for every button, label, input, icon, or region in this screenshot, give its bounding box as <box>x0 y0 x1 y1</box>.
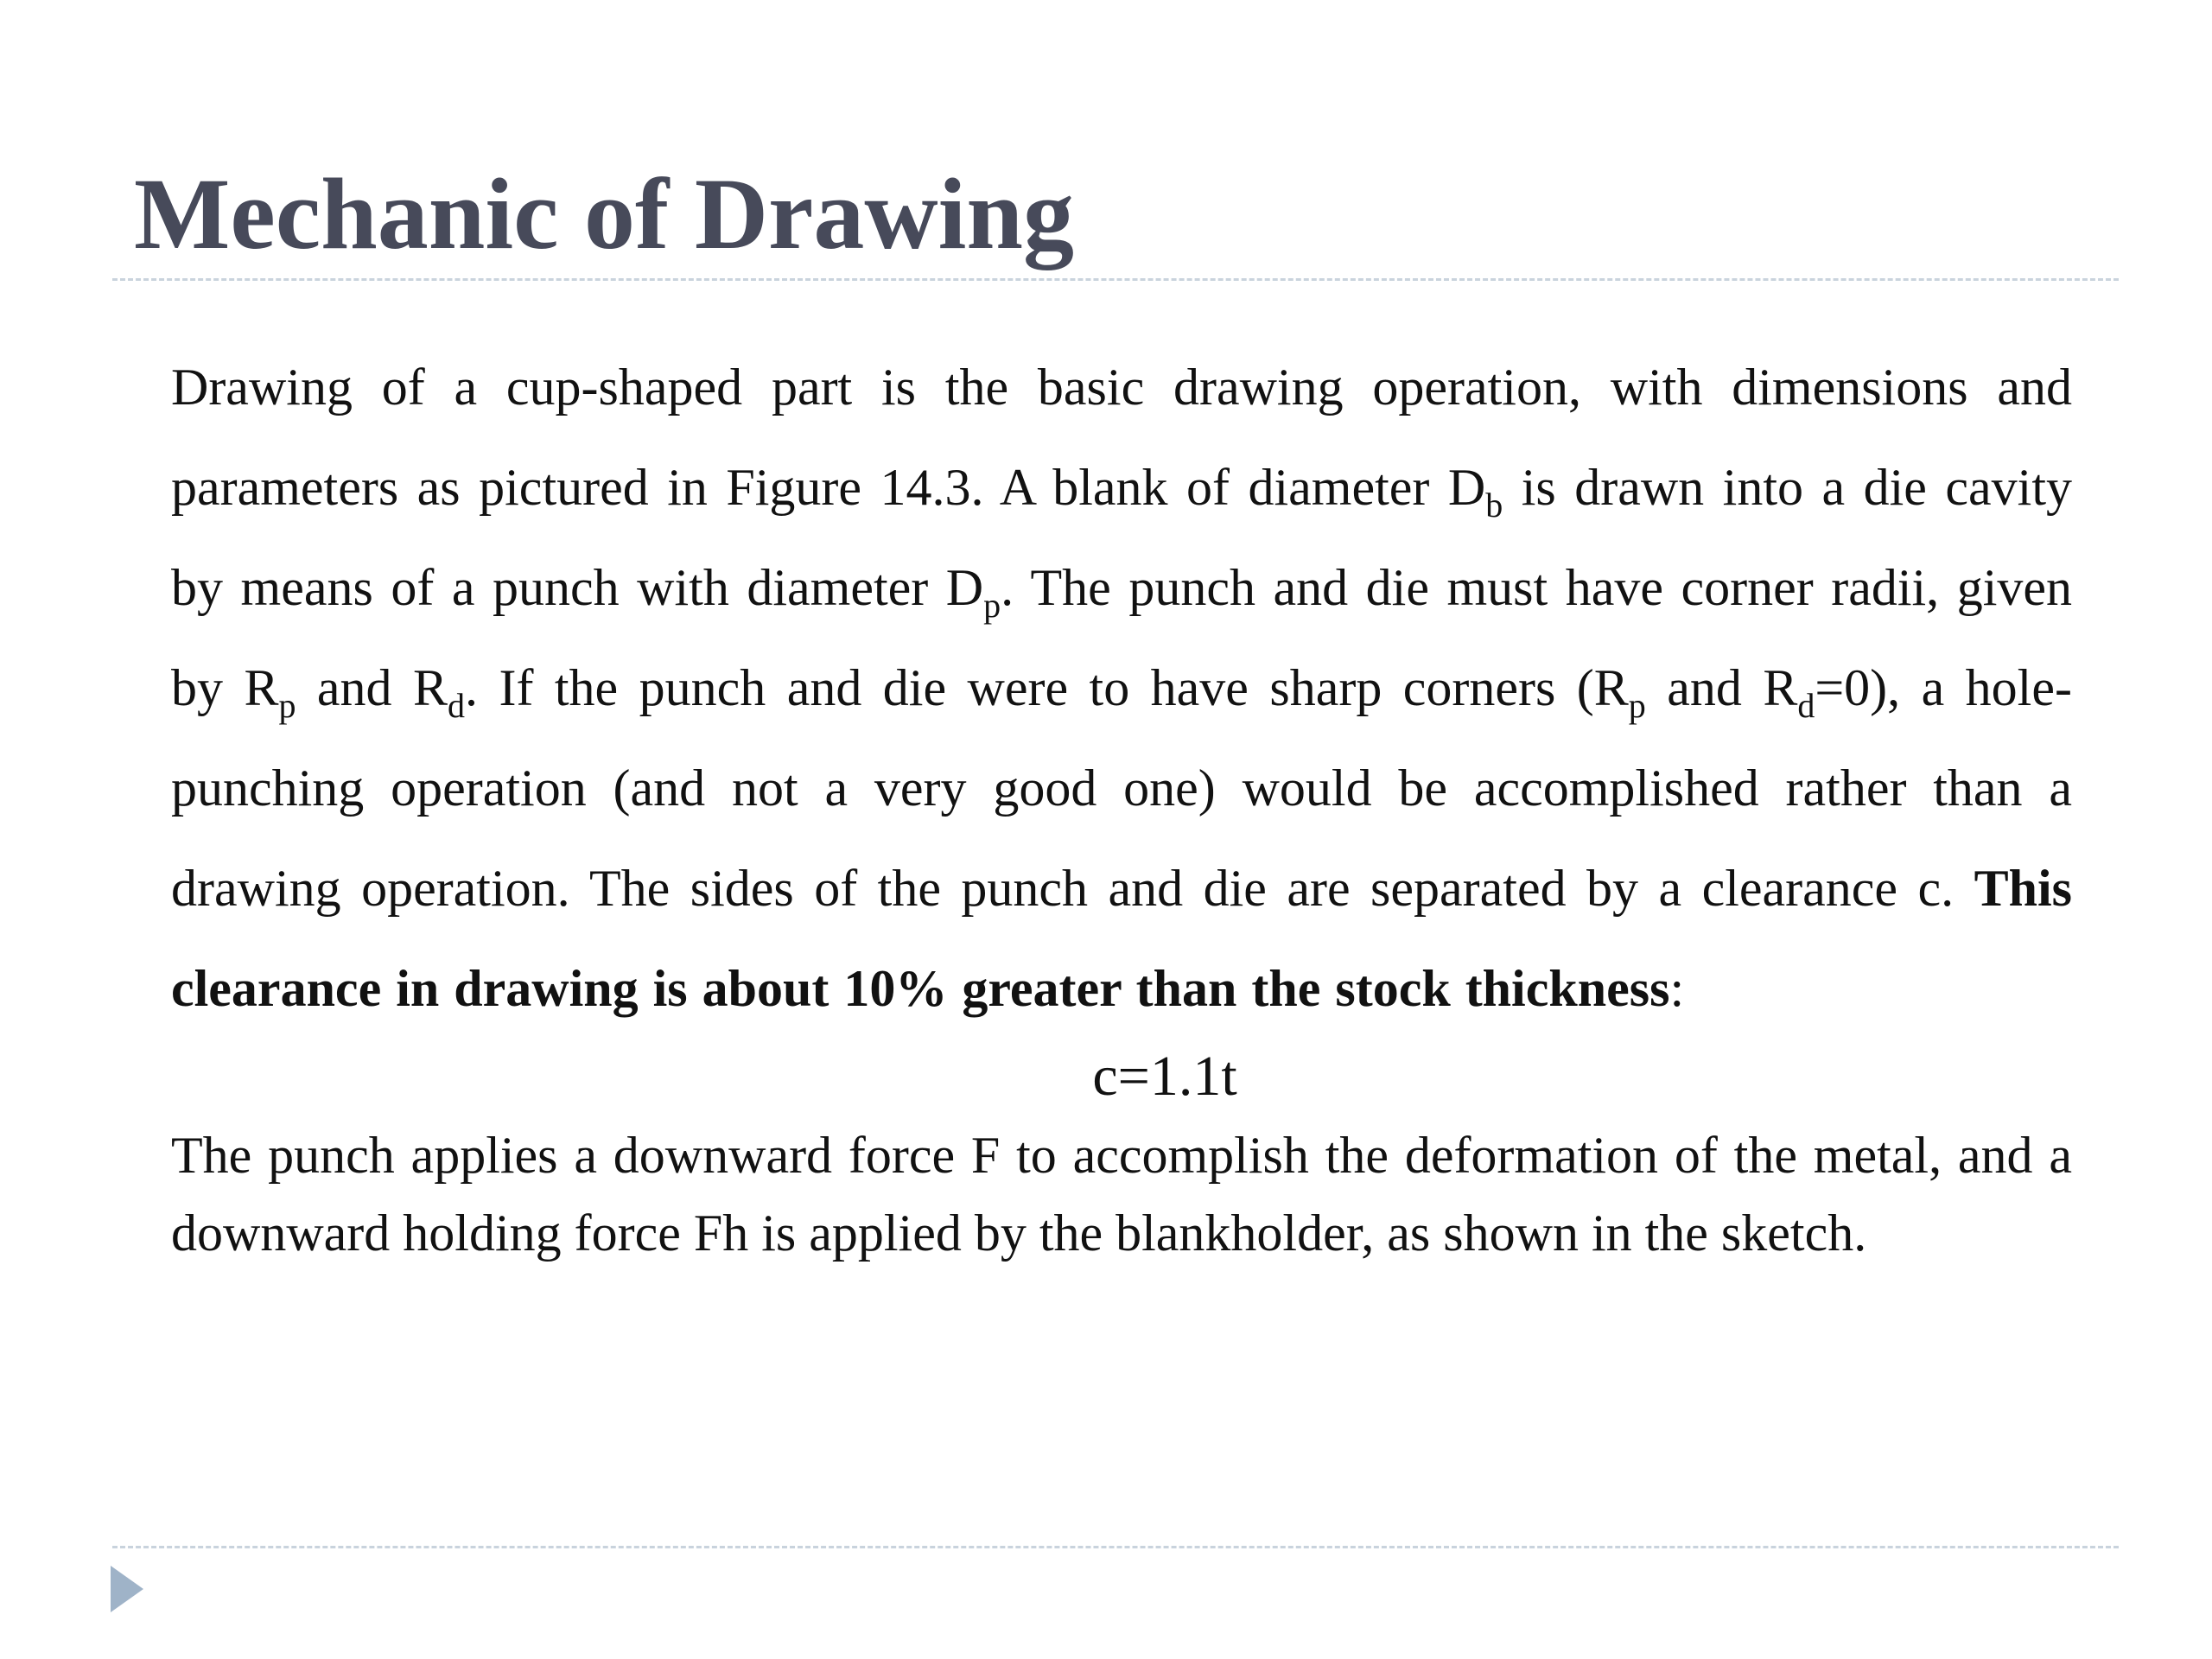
text-segment: Drawing of a cup-shaped part is the basic drawing operation, with dimensions and parameters as pictured in Figure 14.3. A blank of diameter D <box>171 359 2072 516</box>
bold-clearance-statement: This clearance in drawing is about 10% greater than the stock thickness <box>171 860 2072 1017</box>
paragraph-drawing-description <box>171 337 2072 1039</box>
subscript-d: d <box>448 686 466 725</box>
slide-title: Mechanic of Drawing <box>134 157 1075 270</box>
text-segment: . The punch and die must have corner radii, given by R <box>171 559 2073 716</box>
text-segment: and R <box>1645 659 1798 716</box>
triangle-bullet-icon <box>111 1566 143 1612</box>
clearance-formula: c=1.1t <box>1092 1045 1237 1108</box>
text-segment: : <box>1669 960 1685 1017</box>
paragraph-punch-force: The punch applies a downward force F to accomplish the deformation of the metal, and a downward holding force Fh is applied by the blankholder, as shown in the sketch. <box>171 1127 2072 1262</box>
title-divider <box>112 278 2119 281</box>
subscript-p: p <box>278 686 296 725</box>
subscript-p: p <box>983 586 1001 625</box>
subscript-b: b <box>1485 486 1503 524</box>
subscript-p: p <box>1628 686 1646 725</box>
text-segment: . If the punch and die were to have sharp corners (R <box>465 659 1629 716</box>
text-segment: is drawn into a die cavity by means of a punch with diameter D <box>171 459 2072 616</box>
subscript-d: d <box>1797 686 1815 725</box>
footer-divider <box>112 1546 2119 1548</box>
text-segment: =0), a hole-punching operation (and not a very good one) would be accomplished rather than a drawing operation. The sides of the punch and die are separated by a clearance c. <box>171 659 2072 917</box>
text-segment: and R <box>296 659 448 716</box>
slide-body <box>171 337 2072 1272</box>
